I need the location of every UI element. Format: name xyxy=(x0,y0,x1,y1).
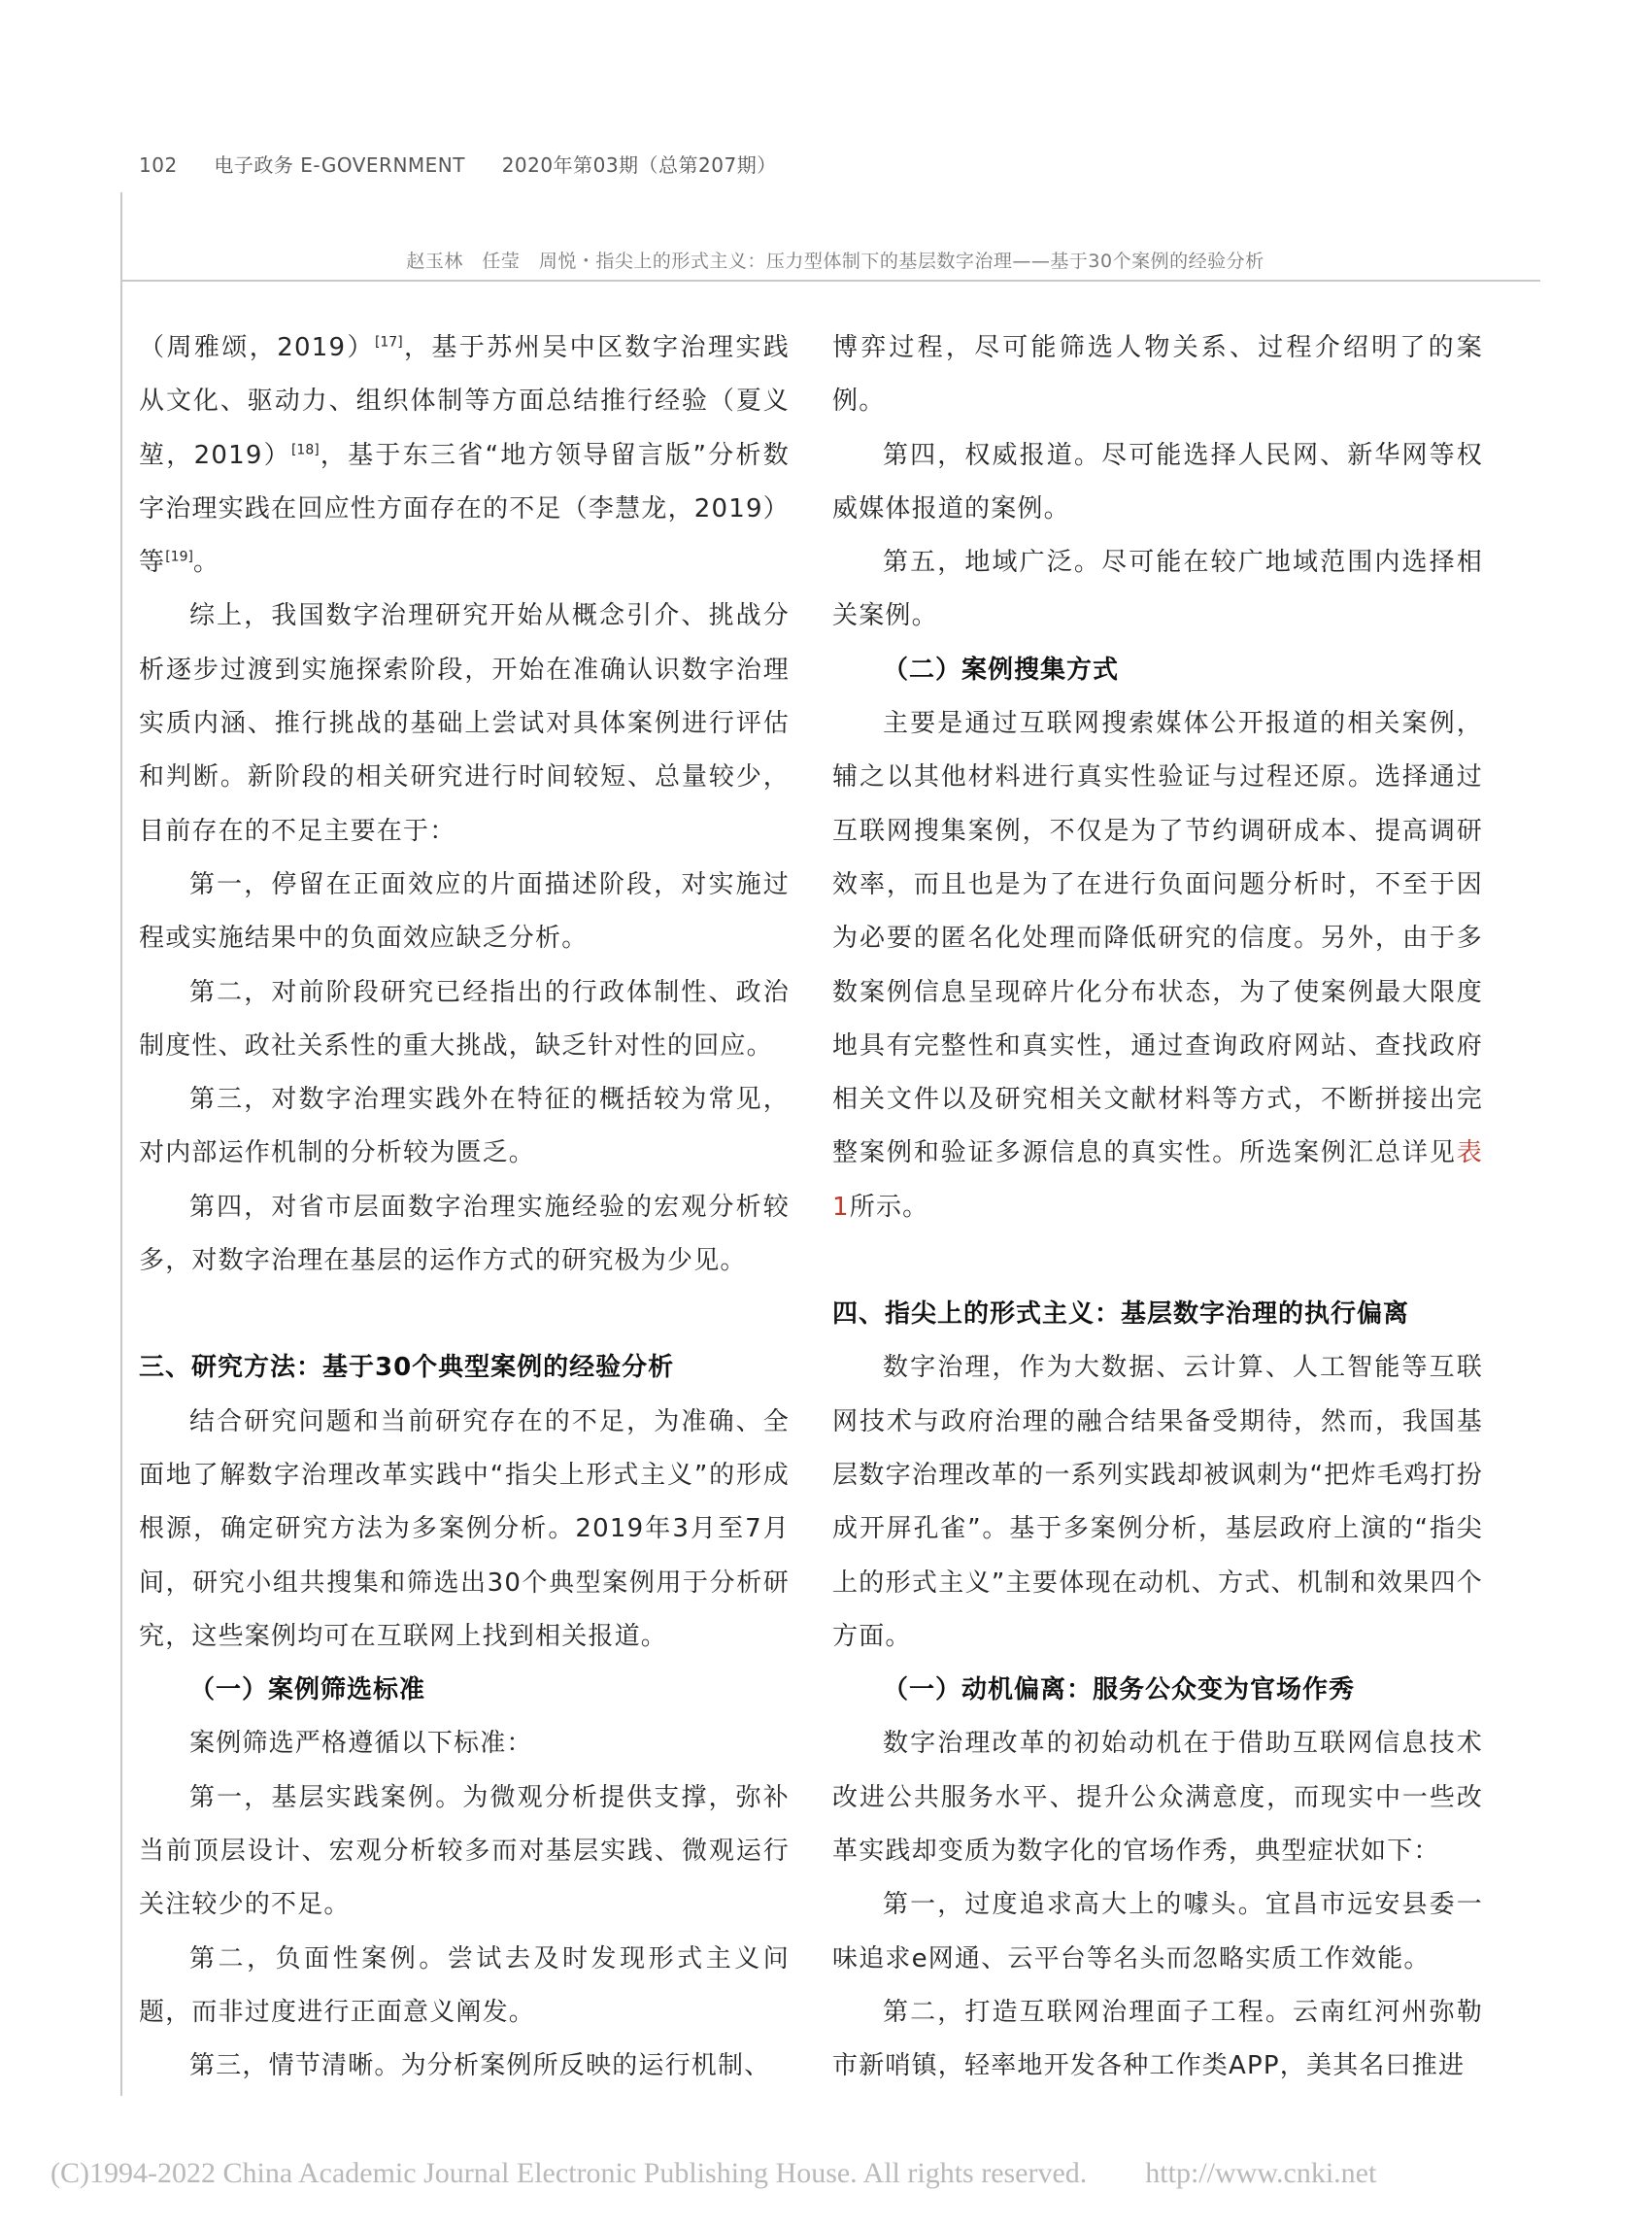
left-column xyxy=(139,321,790,2094)
paragraph: 数字治理，作为大数据、云计算、人工智能等互联网技术与政府治理的融合结果备受期待，然而，我国基层数字治理改革的一系列实践却被讽刺为“把炸毛鸡打扮成开屏孔雀”。基于多案例分析，基层政府上演的“指尖上的形式主义”主要体现在动机、方式、机制和效果四个方面。 xyxy=(832,1353,1483,1651)
running-header xyxy=(139,150,777,183)
citation-ref[interactable]: [17] xyxy=(374,334,403,351)
table-link[interactable]: 表1 xyxy=(832,1138,1483,1222)
header-horizontal-rule xyxy=(120,280,1540,282)
right-column xyxy=(832,321,1483,2094)
paragraph: 第四，对省市层面数字治理实施经验的宏观分析较多，对数字治理在基层的运作方式的研究极为少见。 xyxy=(139,1192,790,1276)
paragraph: 第五，地域广泛。尽可能在较广地域范围内选择相关案例。 xyxy=(832,548,1483,631)
citation-ref[interactable]: [18] xyxy=(290,441,320,457)
citation-ref[interactable]: [19] xyxy=(165,549,193,565)
journal-name: 电子政务 E-GOVERNMENT xyxy=(214,153,465,177)
paragraph: 结合研究问题和当前研究存在的不足，为准确、全面地了解数字治理改革实践中“指尖上形式主义”的形成根源，确定研究方法为多案例分析。2019年3月至7月间，研究小组共搜集和筛选出30个典型案例用于分析研究，这些案例均可在互联网上找到相关报道。 xyxy=(139,1406,790,1651)
paragraph: 第二，打造互联网治理面子工程。云南红河州弥勒市新哨镇，轻率地开发各种工作类APP，美其名曰推进 xyxy=(832,1997,1483,2081)
paragraph: 综上，我国数字治理研究开始从概念引介、挑战分析逐步过渡到实施探索阶段，开始在准确认识数字治理实质内涵、推行挑战的基础上尝试对具体案例进行评估和判断。新阶段的相关研究进行时间较短、总量较少，目前存在的不足主要在于： xyxy=(139,601,790,846)
section-heading: 四、指尖上的形式主义：基层数字治理的执行偏离 xyxy=(832,1299,1410,1330)
paragraph: 第一，基层实践案例。为微观分析提供支撑，弥补当前顶层设计、宏观分析较多而对基层实践、微观运行关注较少的不足。 xyxy=(139,1782,790,1920)
section-heading: 三、研究方法：基于30个典型案例的经验分析 xyxy=(139,1353,675,1383)
paragraph: （周雅颂，2019）[17]，基于苏州吴中区数字治理实践从文化、驱动力、组织体制等方面总结推行经验（夏义堃，2019）[18]，基于东三省“地方领导留言版”分析数字治理实践在回应性方面存在的不足（李慧龙，2019）等[19]。 xyxy=(139,333,790,578)
issue-info: 2020年第03期（总第207期） xyxy=(501,153,777,177)
paragraph: 第二，负面性案例。尝试去及时发现形式主义问题，而非过度进行正面意义阐发。 xyxy=(139,1943,790,2027)
subsection-heading: （一）案例筛选标准 xyxy=(189,1675,426,1705)
article-meta: 赵玉林 任莹 周悦・指尖上的形式主义：压力型体制下的基层数字治理——基于30个案例的经验分析 xyxy=(406,251,1264,272)
section-gap xyxy=(832,1234,1483,1288)
subsection-heading: （一）动机偏离：服务公众变为官场作秀 xyxy=(883,1675,1356,1705)
paragraph: 案例筛选严格遵循以下标准： xyxy=(189,1729,533,1759)
paragraph: 数字治理改革的初始动机在于借助互联网信息技术改进公共服务水平、提升公众满意度，而现实中一些改革实践却变质为数字化的官场作秀，典型症状如下： xyxy=(832,1729,1483,1867)
page-number: 102 xyxy=(139,153,178,177)
paragraph: 第一，停留在正面效应的片面描述阶段，对实施过程或实施结果中的负面效应缺乏分析。 xyxy=(139,869,790,954)
body-vertical-rule xyxy=(120,280,122,2096)
paragraph: 第三，对数字治理实践外在特征的概括较为常见，对内部运作机制的分析较为匮乏。 xyxy=(139,1085,790,1168)
paragraph: 博弈过程，尽可能筛选人物关系、过程介绍明了的案例。 xyxy=(832,333,1483,417)
paragraph: 第四，权威报道。尽可能选择人民网、新华网等权威媒体报道的案例。 xyxy=(832,440,1483,523)
copyright-footer: (C)1994-2022 China Academic Journal Electronic Publishing House. All rights reserved. http://www.cnki.net xyxy=(51,2157,1377,2189)
subsection-heading: （二）案例搜集方式 xyxy=(883,655,1120,685)
paragraph: 第一，过度追求高大上的噱头。宜昌市远安县委一味追求e网通、云平台等名头而忽略实质工作效能。 xyxy=(832,1890,1483,1973)
paragraph: 主要是通过互联网搜索媒体公开报道的相关案例，辅之以其他材料进行真实性验证与过程还原。选择通过互联网搜集案例，不仅是为了节约调研成本、提高调研效率，而且也是为了在进行负面问题分析时，不至于因为必要的匿名化处理而降低研究的信度。另外，由于多数案例信息呈现碎片化分布状态，为了使案例最大限度地具有完整性和真实性，通过查询政府网站、查找政府相关文件以及研究相关文献材料等方式，不断拼接出完整案例和验证多源信息的真实性。所选案例汇总详见表1所示。 xyxy=(832,709,1483,1222)
paragraph: 第三，情节清晰。为分析案例所反映的运行机制、 xyxy=(189,2051,771,2081)
paragraph: 第二，对前阶段研究已经指出的行政体制性、政治制度性、政社关系性的重大挑战，缺乏针对性的回应。 xyxy=(139,977,790,1061)
section-gap xyxy=(139,1288,790,1341)
